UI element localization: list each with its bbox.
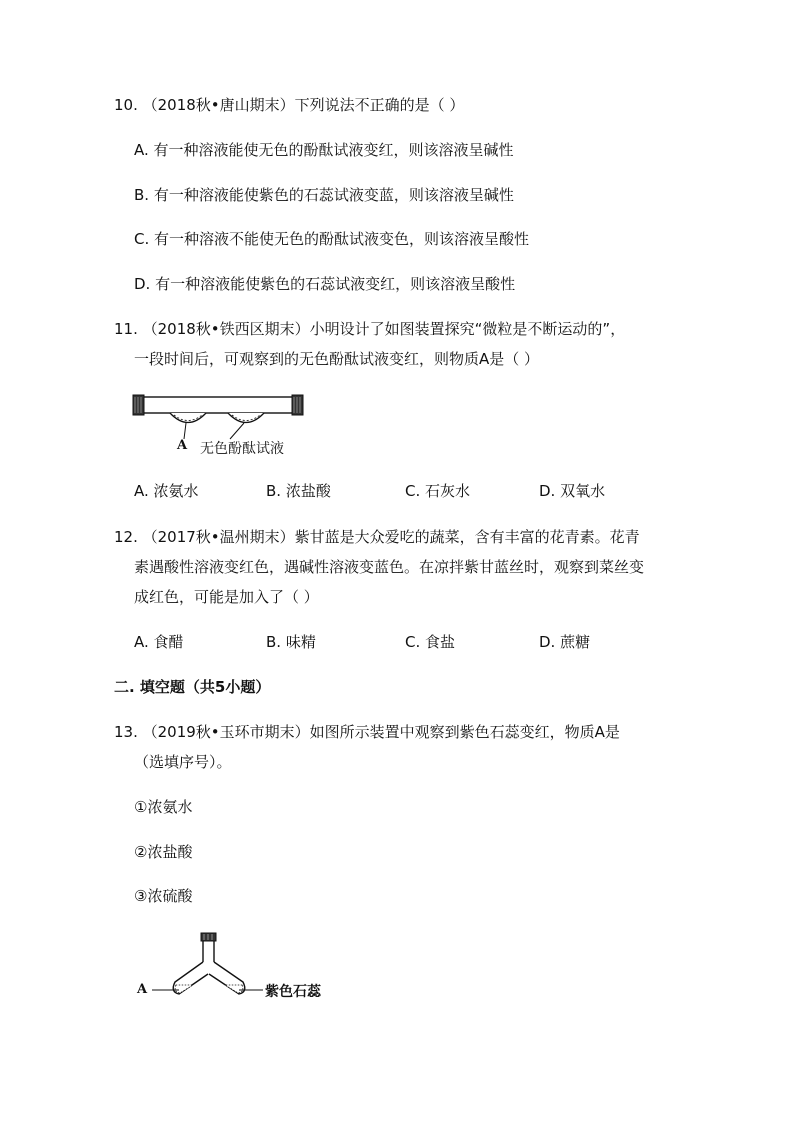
q13-choice-2: ②浓盐酸 [134,843,193,861]
q12-option-a: A. 食醋 [134,633,184,651]
q11-options [134,481,654,501]
q11-figure-label-a: A [177,438,188,453]
q13-choice-3: ③浓硫酸 [134,887,193,905]
q12-stem-line1: 12. （2017秋•温州期末）紫甘蓝是大众爱吃的蔬菜，含有丰富的花青素。花青 [114,528,640,546]
q10-stem: 10. （2018秋•唐山期末）下列说法不正确的是（ ） [114,96,465,114]
q11-stem-line1: 11. （2018秋•铁西区期末）小明设计了如图装置探究“微粒是不断运动的”， [114,320,626,338]
q12-option-c: C. 食盐 [405,633,456,651]
q12-option-b: B. 味精 [266,633,316,651]
q11-stem-line2: 一段时间后，可观察到的无色酚酞试液变红，则物质A是（ ） [134,350,540,368]
q10-option-b: B. 有一种溶液能使紫色的石蕊试液变蓝，则该溶液呈碱性 [134,186,514,204]
q12-options [134,632,654,652]
q13-figure-label-litmus: 紫色石蕊 [265,984,321,1000]
q12-stem-line2: 素遇酸性溶液变红色，遇碱性溶液变蓝色。在凉拌紫甘蓝丝时，观察到菜丝变 [134,558,645,576]
q10-option-a: A. 有一种溶液能使无色的酚酞试液变红，则该溶液呈碱性 [134,141,514,159]
q10-option-d: D. 有一种溶液能使紫色的石蕊试液变红，则该溶液呈酸性 [134,275,516,293]
q11-option-a: A. 浓氨水 [134,482,199,500]
q11-figure-label-liquid: 无色酚酞试液 [200,441,284,457]
q11-apparatus-figure [130,392,330,460]
q10-option-c: C. 有一种溶液不能使无色的酚酞试液变色，则该溶液呈酸性 [134,230,530,248]
q13-stem-line2: （选填序号）。 [134,753,232,771]
q13-figure-label-a: A [137,982,148,997]
q13-y-tube-figure [135,930,345,1005]
q11-option-b: B. 浓盐酸 [266,482,331,500]
q12-option-d: D. 蔗糖 [539,633,591,651]
q13-stem-line1: 13. （2019秋•玉环市期末）如图所示装置中观察到紫色石蕊变红，物质A是 [114,723,620,741]
q12-stem-line3: 成红色，可能是加入了（ ） [134,588,319,606]
q11-option-c: C. 石灰水 [405,482,471,500]
q13-choice-1: ①浓氨水 [134,798,193,816]
q11-option-d: D. 双氧水 [539,482,606,500]
section-title-fill-in: 二. 填空题（共5小题） [114,678,271,696]
